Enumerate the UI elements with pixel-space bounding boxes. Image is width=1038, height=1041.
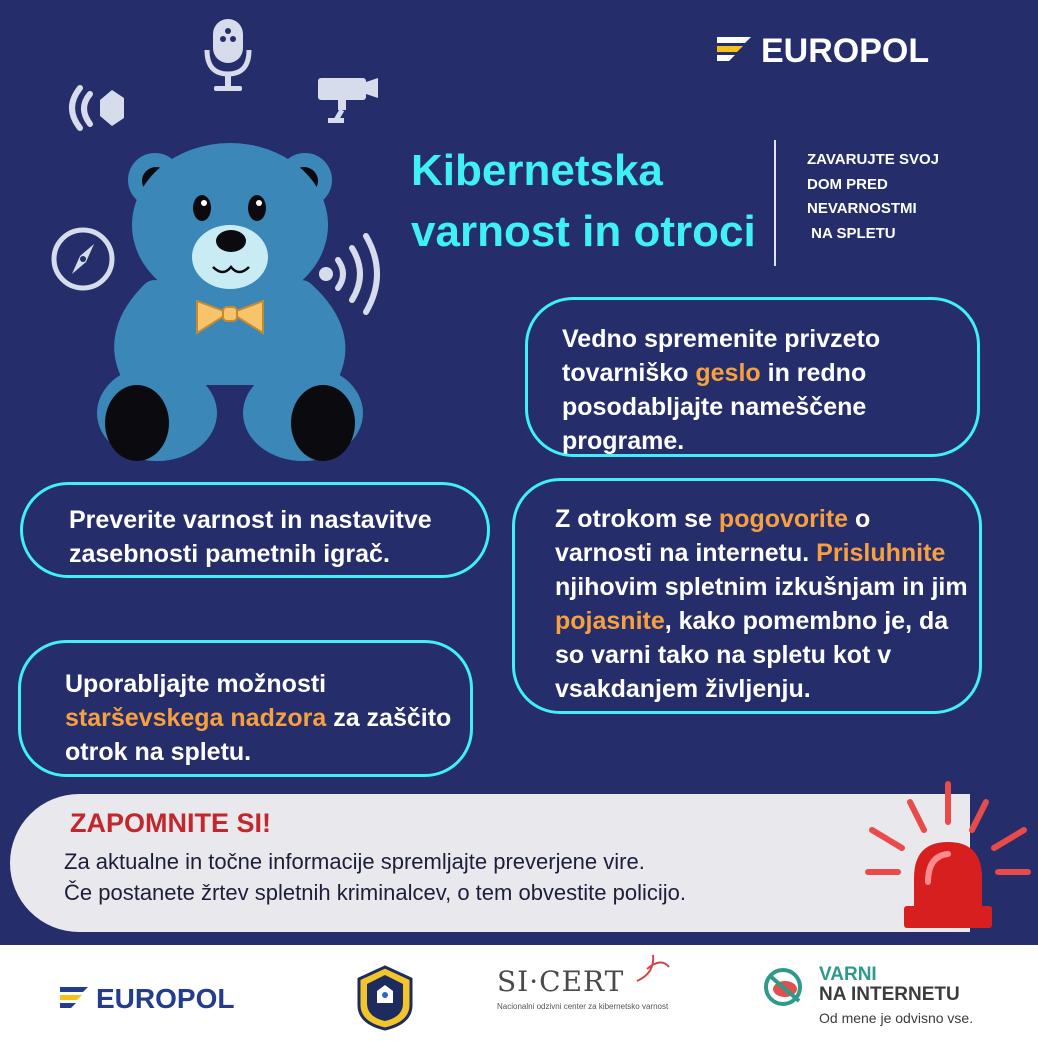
tip-parental-control xyxy=(18,640,473,777)
tip-text: njihovim spletnim izkušnjam in jim xyxy=(555,573,968,601)
sicert-wordmark: SI·CERT xyxy=(497,965,625,998)
tip-text: Vedno spremenite privzeto tovarniško xyxy=(562,325,881,387)
varni-mascot-icon xyxy=(763,967,807,1007)
bear-right-foot xyxy=(291,385,355,461)
teddy-bear-illustration xyxy=(95,135,365,465)
tip-highlight: starševskega nadzora xyxy=(65,704,327,732)
tip-smart-toys xyxy=(20,482,490,578)
sicert-swirl-icon xyxy=(633,951,673,987)
varni-subtitle: Od mene je odvisno vse. xyxy=(819,1010,974,1026)
tagline: ZAVARUJTE SVOJ DOM PRED NEVARNOSTMI NA SPLETU xyxy=(807,151,939,242)
page-title xyxy=(411,140,771,262)
tip-text: Z otrokom se xyxy=(555,505,719,533)
speaker-icon xyxy=(68,78,132,136)
europol-wing-icon xyxy=(717,37,751,61)
europol-logo xyxy=(715,30,985,68)
europol-wordmark: EUROPOL xyxy=(761,32,930,68)
tip-text: za zaščito otrok na spletu. xyxy=(65,704,452,766)
tip-text: , kako pomembno je, da so varni tako na spletu kot v vsakdanjem življenju. xyxy=(555,607,949,703)
varni-na-internetu-logo xyxy=(763,965,1003,1035)
tip-highlight: pojasnite xyxy=(555,607,665,635)
tip-password xyxy=(525,297,980,457)
title-divider xyxy=(774,140,776,266)
title-line-1: Kibernetska xyxy=(411,146,663,195)
tip-highlight: pogovorite xyxy=(718,505,849,533)
reminder-text xyxy=(64,846,884,908)
tip-highlight: geslo xyxy=(695,359,761,387)
reminder-line-2: Če postanete žrtev spletnih kriminalcev, o tem obvestite policijo. xyxy=(64,880,686,905)
sicert-subtitle: Nacionalni odzivni center za kibernetsko varnost xyxy=(497,1002,669,1011)
siren-icon xyxy=(862,778,1034,938)
tip-text: in redno posodabljajte nameščene programe. xyxy=(562,359,867,455)
footer-logos xyxy=(0,945,1038,1041)
varni-line-2: NA INTERNETU xyxy=(819,984,960,1005)
tip-text: Preverite varnost in nastavitve zasebnosti pametnih igrač. xyxy=(69,506,432,568)
microphone-icon xyxy=(200,16,256,94)
footer-europol-logo xyxy=(58,982,282,1012)
tip-highlight: Prisluhnite xyxy=(816,539,946,567)
title-line-2: varnost in otroci xyxy=(411,207,756,256)
security-camera-icon xyxy=(314,72,382,128)
tip-talk-to-child xyxy=(512,478,982,714)
tip-text: Uporabljajte možnosti xyxy=(65,670,327,698)
police-badge-logo xyxy=(355,965,415,1031)
bear-left-foot xyxy=(105,385,169,461)
footer-europol-wordmark: EUROPOL xyxy=(96,983,235,1012)
reminder-title: ZAPOMNITE SI! xyxy=(70,808,271,838)
sicert-logo xyxy=(497,965,697,1025)
varni-line-1: VARNI xyxy=(819,964,877,985)
tip-text: o varnosti na internetu. xyxy=(555,505,871,567)
reminder-line-1: Za aktualne in točne informacije spremljajte preverjene vire. xyxy=(64,849,645,874)
